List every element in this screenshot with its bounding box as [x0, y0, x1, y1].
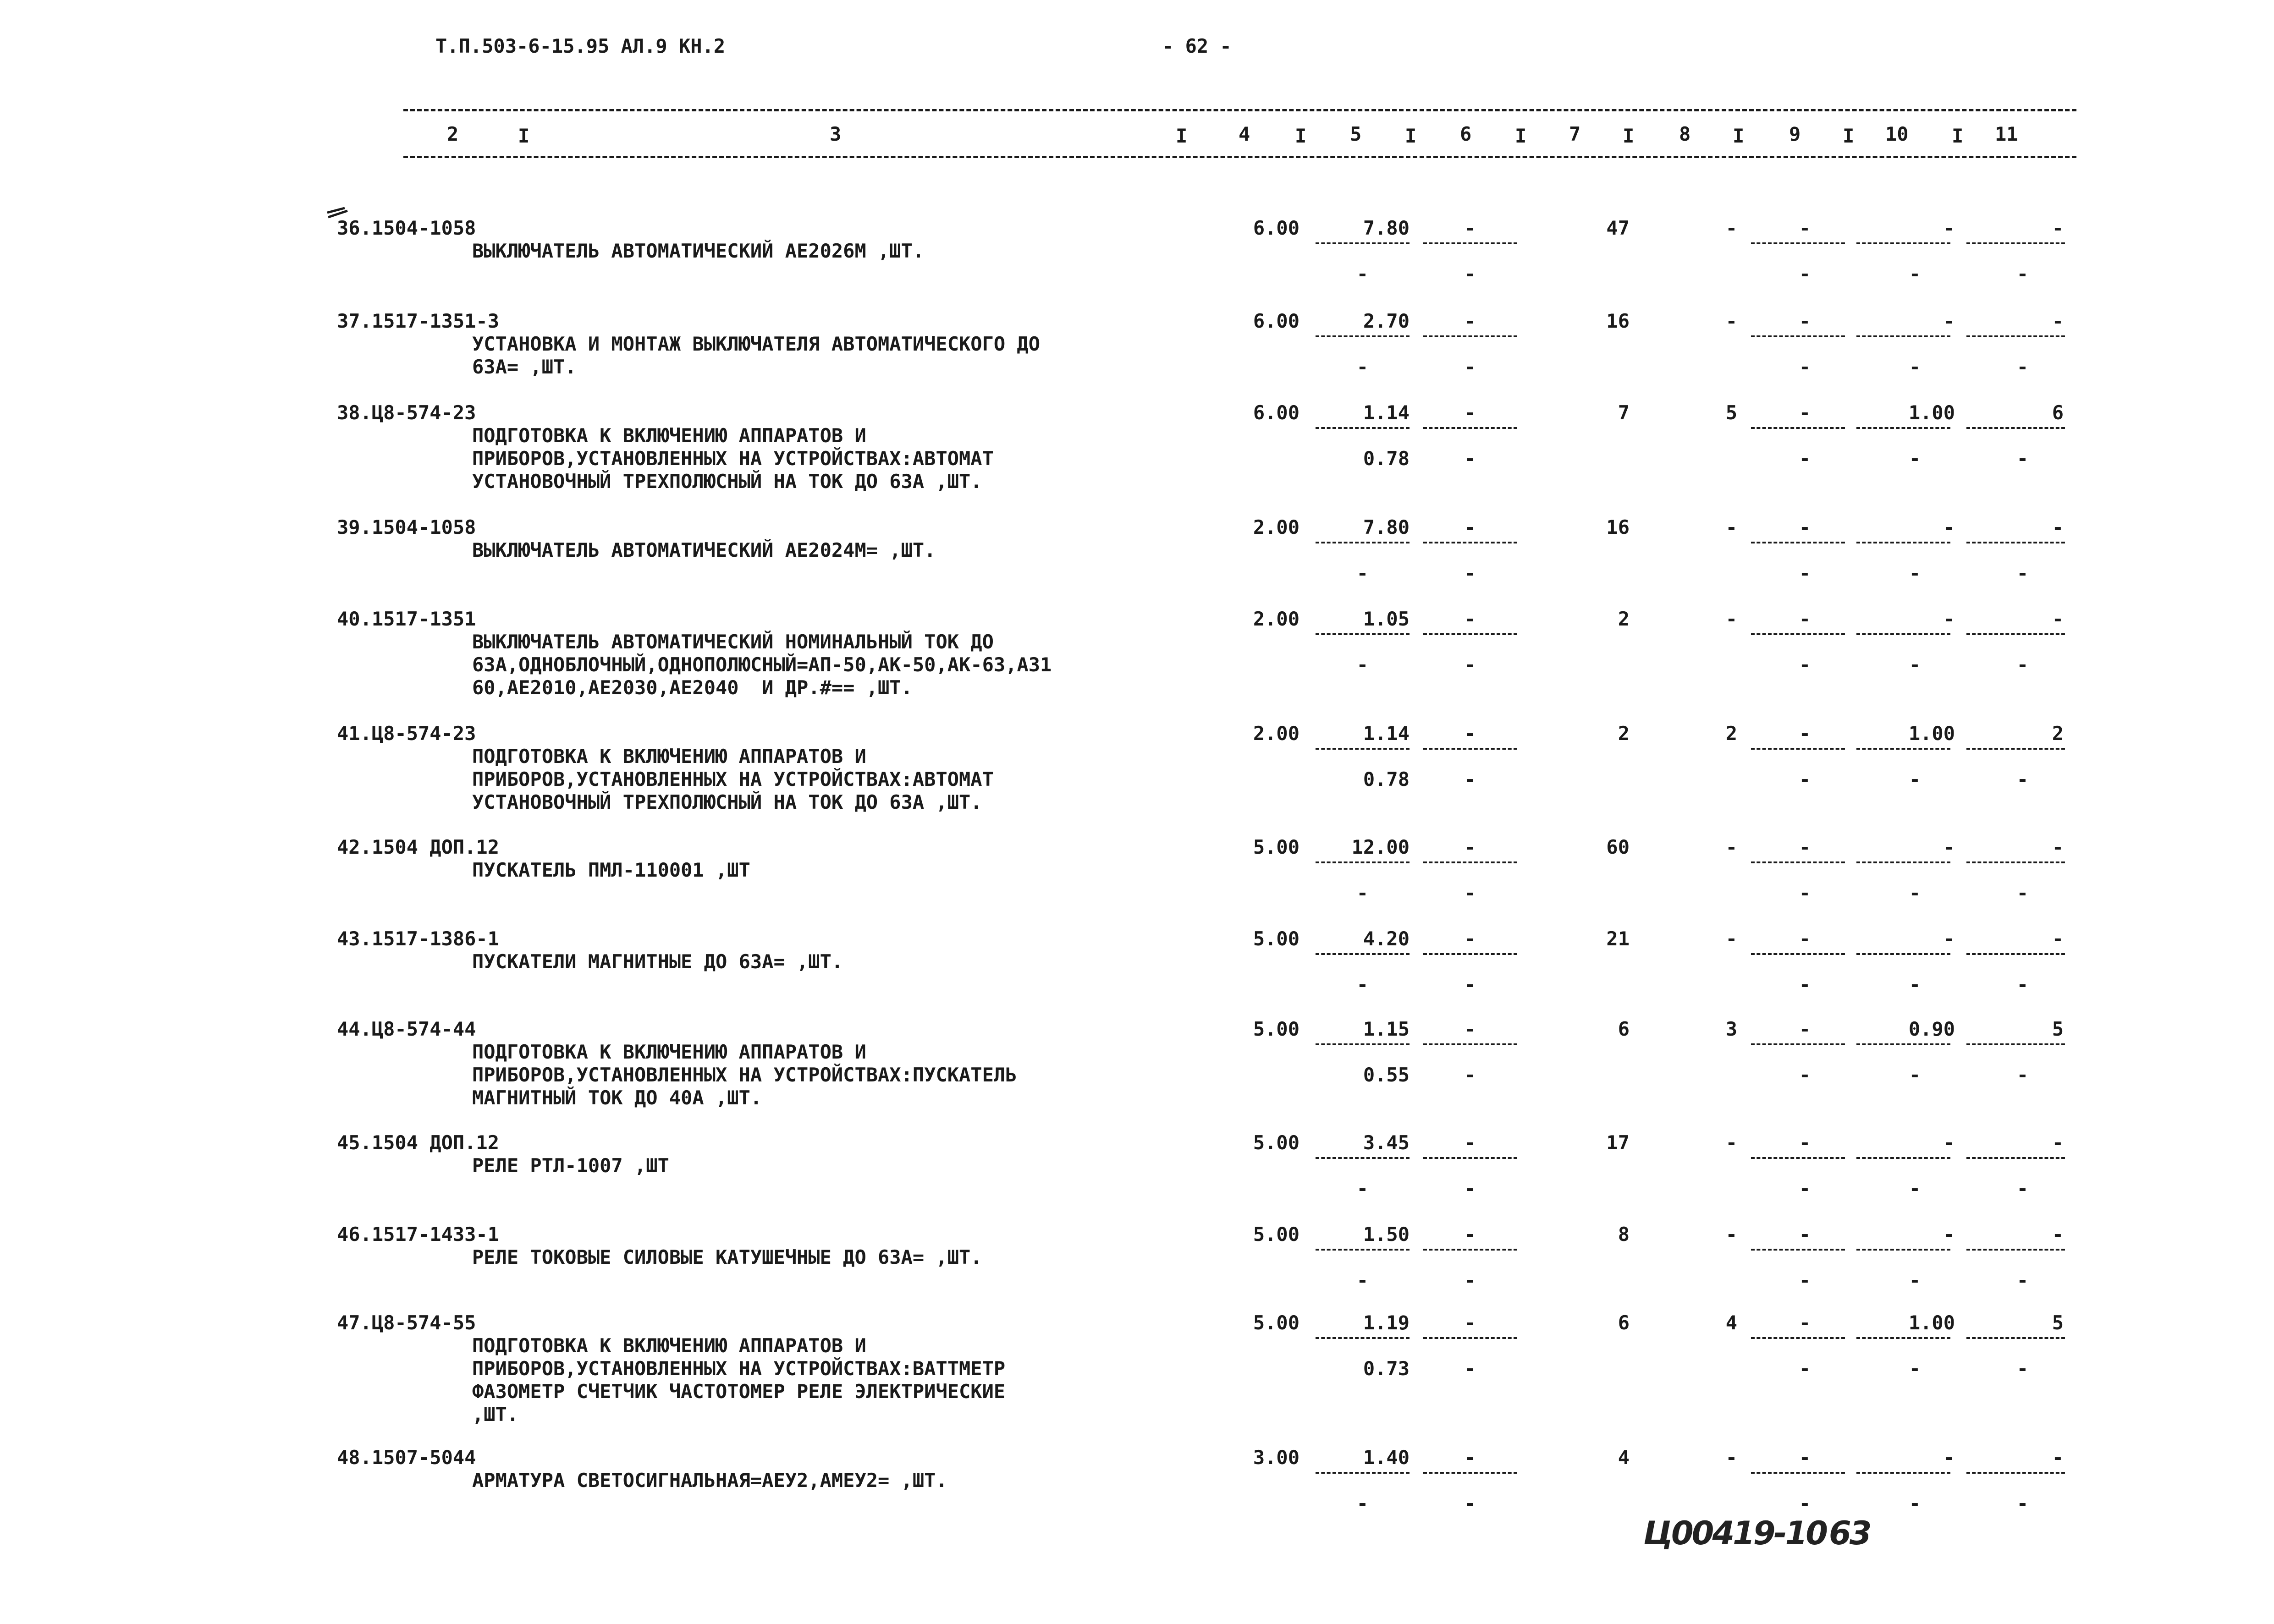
- cell-rule: [1316, 1337, 1410, 1339]
- cell-rule: [1966, 1472, 2065, 1474]
- cell-rule: [1423, 242, 1517, 244]
- column-header-9: 9: [1789, 123, 1801, 145]
- row-description-line: ПОДГОТОВКА К ВКЛЮЧЕНИЮ АППАРАТОВ И: [472, 424, 866, 447]
- cell-rule: [1966, 633, 2065, 635]
- cell-col-11-sub: -: [2016, 447, 2028, 470]
- cell-col-5-sub: -: [1356, 882, 1368, 904]
- cell-col-10: -: [1943, 1223, 1955, 1245]
- archive-stamp-code: Ц00419-10: [1643, 1514, 1826, 1552]
- cell-rule: [1966, 1249, 2065, 1251]
- cell-rule: [1316, 953, 1410, 955]
- row-code: 41.Ц8-574-23: [337, 722, 476, 745]
- cell-col-7: 60: [1606, 836, 1630, 858]
- cell-col-5-sub: -: [1356, 1177, 1368, 1200]
- row-code: 43.1517-1386-1: [337, 927, 500, 950]
- cell-col-8: -: [1725, 310, 1737, 332]
- cell-col-10: 1.00: [1908, 722, 1955, 745]
- row-description-line: ПУСКАТЕЛИ МАГНИТНЫЕ ДО 63А= ,ШТ.: [472, 950, 843, 973]
- cell-rule: [1966, 542, 2065, 543]
- cell-col-6-sub: -: [1464, 356, 1476, 378]
- cell-col-11: -: [2052, 516, 2064, 538]
- row-description-line: ВЫКЛЮЧАТЕЛЬ АВТОМАТИЧЕСКИЙ АЕ2026М ,ШТ.: [472, 240, 925, 262]
- cell-col-8: 3: [1725, 1018, 1737, 1040]
- cell-col-9-sub: -: [1799, 1492, 1811, 1514]
- row-description-line: УСТАНОВОЧНЫЙ ТРЕХПОЛЮСНЫЙ НА ТОК ДО 63А ,ШТ.: [472, 791, 982, 813]
- column-separator: I: [1405, 125, 1417, 147]
- cell-rule: [1751, 1337, 1845, 1339]
- cell-rule: [1966, 953, 2065, 955]
- cell-col-6-sub: -: [1464, 447, 1476, 470]
- column-header-10: 10: [1885, 123, 1909, 145]
- row-code: 40.1517-1351: [337, 608, 476, 630]
- cell-col-6: -: [1464, 608, 1476, 630]
- column-separator: I: [518, 125, 530, 147]
- row-code: 45.1504 ДОП.12: [337, 1131, 500, 1154]
- cell-rule: [1751, 633, 1845, 635]
- cell-col-8: -: [1725, 516, 1737, 538]
- cell-rule: [1751, 861, 1845, 863]
- row-description-line: 60,АЕ2010,АЕ2030,АЕ2040 И ДР.#== ,ШТ.: [472, 676, 913, 699]
- cell-rule: [1423, 633, 1517, 635]
- cell-col-11: -: [2052, 1223, 2064, 1245]
- cell-quantity: 5.00: [1253, 1018, 1299, 1040]
- cell-col-5-sub: -: [1356, 356, 1368, 378]
- cell-col-10: -: [1943, 1446, 1955, 1469]
- cell-rule: [1751, 1043, 1845, 1045]
- cell-col-8: -: [1725, 217, 1737, 239]
- cell-col-5: 1.14: [1363, 401, 1410, 424]
- cell-col-5-sub: -: [1356, 562, 1368, 584]
- cell-col-11: -: [2052, 608, 2064, 630]
- cell-col-10: -: [1943, 217, 1955, 239]
- cell-rule: [1856, 1337, 1950, 1339]
- column-header-5: 5: [1350, 123, 1362, 145]
- cell-col-5: 12.00: [1351, 836, 1410, 858]
- cell-col-11-sub: -: [2016, 1064, 2028, 1086]
- cell-quantity: 5.00: [1253, 1223, 1299, 1245]
- cell-col-11-sub: -: [2016, 653, 2028, 676]
- cell-col-9: -: [1799, 1131, 1811, 1154]
- cell-col-6: -: [1464, 516, 1476, 538]
- cell-rule: [1316, 242, 1410, 244]
- cell-rule: [1423, 1157, 1517, 1159]
- row-code: 39.1504-1058: [337, 516, 476, 538]
- cell-col-8: -: [1725, 1131, 1737, 1154]
- row-description-line: РЕЛЕ ТОКОВЫЕ СИЛОВЫЕ КАТУШЕЧНЫЕ ДО 63А= ,ШТ.: [472, 1246, 982, 1268]
- cell-rule: [1423, 335, 1517, 337]
- cell-col-5: 1.15: [1363, 1018, 1410, 1040]
- cell-rule: [1751, 427, 1845, 429]
- cell-col-7: 2: [1618, 608, 1630, 630]
- cell-col-7: 16: [1606, 516, 1630, 538]
- cell-col-6: -: [1464, 927, 1476, 950]
- cell-col-5-sub: 0.78: [1363, 768, 1410, 790]
- row-description-line: 63А,ОДНОБЛОЧНЫЙ,ОДНОПОЛЮСНЫЙ=АП-50,АК-50,АК-63,А31: [472, 653, 1052, 676]
- cell-rule: [1856, 861, 1950, 863]
- cell-col-10: -: [1943, 836, 1955, 858]
- cell-rule: [1316, 748, 1410, 750]
- cell-col-9: -: [1799, 722, 1811, 745]
- cell-rule: [1751, 1157, 1845, 1159]
- cell-col-6: -: [1464, 836, 1476, 858]
- cell-rule: [1856, 1249, 1950, 1251]
- cell-rule: [1856, 953, 1950, 955]
- cell-col-8: 4: [1725, 1311, 1737, 1334]
- cell-col-10-sub: -: [1909, 1269, 1921, 1291]
- row-code: 47.Ц8-574-55: [337, 1311, 476, 1334]
- table-header-bottom-rule: [403, 156, 2076, 158]
- cell-col-9: -: [1799, 1223, 1811, 1245]
- cell-quantity: 5.00: [1253, 1131, 1299, 1154]
- cell-col-9-sub: -: [1799, 1357, 1811, 1380]
- column-header-2: 2: [447, 123, 459, 145]
- cell-col-11-sub: -: [2016, 1269, 2028, 1291]
- cell-rule: [1856, 427, 1950, 429]
- cell-col-6: -: [1464, 310, 1476, 332]
- cell-col-6-sub: -: [1464, 1269, 1476, 1291]
- cell-col-5: 2.70: [1363, 310, 1410, 332]
- cell-col-10-sub: -: [1909, 562, 1921, 584]
- cell-col-10-sub: -: [1909, 356, 1921, 378]
- cell-rule: [1751, 542, 1845, 543]
- cell-col-10: -: [1943, 608, 1955, 630]
- cell-rule: [1966, 1043, 2065, 1045]
- cell-col-9-sub: -: [1799, 653, 1811, 676]
- cell-col-6: -: [1464, 1311, 1476, 1334]
- cell-col-11: 5: [2052, 1311, 2064, 1334]
- cell-col-11-sub: -: [2016, 356, 2028, 378]
- cell-col-9-sub: -: [1799, 768, 1811, 790]
- cell-rule: [1423, 427, 1517, 429]
- cell-col-7: 2: [1618, 722, 1630, 745]
- cell-col-10: -: [1943, 516, 1955, 538]
- cell-col-9-sub: -: [1799, 1064, 1811, 1086]
- cell-col-9: -: [1799, 516, 1811, 538]
- row-description-line: 63А= ,ШТ.: [472, 356, 577, 378]
- cell-col-5-sub: 0.55: [1363, 1064, 1410, 1086]
- cell-col-9: -: [1799, 927, 1811, 950]
- cell-col-11: -: [2052, 836, 2064, 858]
- cell-rule: [1966, 1157, 2065, 1159]
- cell-rule: [1966, 748, 2065, 750]
- cell-col-11-sub: -: [2016, 1177, 2028, 1200]
- cell-quantity: 6.00: [1253, 217, 1299, 239]
- cell-rule: [1316, 1249, 1410, 1251]
- cell-col-6-sub: -: [1464, 1492, 1476, 1514]
- column-separator: I: [1623, 125, 1635, 147]
- cell-col-7: 16: [1606, 310, 1630, 332]
- cell-col-9: -: [1799, 1018, 1811, 1040]
- cell-col-9: -: [1799, 217, 1811, 239]
- row-description-line: ПРИБОРОВ,УСТАНОВЛЕННЫХ НА УСТРОЙСТВАХ:АВТОМАТ: [472, 447, 994, 470]
- cell-rule: [1423, 748, 1517, 750]
- cell-quantity: 3.00: [1253, 1446, 1299, 1469]
- cell-col-5: 1.50: [1363, 1223, 1410, 1245]
- cell-col-9-sub: -: [1799, 263, 1811, 285]
- cell-col-9-sub: -: [1799, 973, 1811, 996]
- column-separator: I: [1733, 125, 1745, 147]
- cell-col-11: -: [2052, 1446, 2064, 1469]
- cell-rule: [1856, 542, 1950, 543]
- row-description-line: ПОДГОТОВКА К ВКЛЮЧЕНИЮ АППАРАТОВ И: [472, 1041, 866, 1063]
- row-description-line: ПРИБОРОВ,УСТАНОВЛЕННЫХ НА УСТРОЙСТВАХ:ПУСКАТЕЛЬ: [472, 1064, 1017, 1086]
- cell-rule: [1423, 542, 1517, 543]
- cell-rule: [1423, 1043, 1517, 1045]
- cell-col-5: 7.80: [1363, 217, 1410, 239]
- cell-rule: [1856, 242, 1950, 244]
- row-code: 42.1504 ДОП.12: [337, 836, 500, 858]
- row-description-line: УСТАНОВОЧНЫЙ ТРЕХПОЛЮСНЫЙ НА ТОК ДО 63А ,ШТ.: [472, 470, 982, 493]
- document-reference: Т.П.503-6-15.95 АЛ.9 КН.2: [435, 35, 726, 57]
- page-number: - 62 -: [1162, 35, 1232, 57]
- cell-rule: [1751, 748, 1845, 750]
- cell-rule: [1316, 542, 1410, 543]
- cell-quantity: 5.00: [1253, 1311, 1299, 1334]
- cell-col-7: 21: [1606, 927, 1630, 950]
- cell-col-9-sub: -: [1799, 447, 1811, 470]
- cell-col-6-sub: -: [1464, 973, 1476, 996]
- row-description-line: ПОДГОТОВКА К ВКЛЮЧЕНИЮ АППАРАТОВ И: [472, 1334, 866, 1357]
- row-description-line: ПРИБОРОВ,УСТАНОВЛЕННЫХ НА УСТРОЙСТВАХ:АВТОМАТ: [472, 768, 994, 790]
- cell-rule: [1966, 335, 2065, 337]
- cell-col-5-sub: -: [1356, 973, 1368, 996]
- cell-col-6: -: [1464, 401, 1476, 424]
- cell-col-8: -: [1725, 1446, 1737, 1469]
- cell-rule: [1316, 861, 1410, 863]
- cell-quantity: 2.00: [1253, 516, 1299, 538]
- cell-col-7: 17: [1606, 1131, 1630, 1154]
- cell-col-9-sub: -: [1799, 562, 1811, 584]
- column-header-7: 7: [1569, 123, 1581, 145]
- cell-col-6: -: [1464, 1223, 1476, 1245]
- cell-rule: [1751, 953, 1845, 955]
- column-header-3: 3: [830, 123, 842, 145]
- cell-rule: [1856, 1157, 1950, 1159]
- cell-quantity: 6.00: [1253, 401, 1299, 424]
- cell-col-9: -: [1799, 1446, 1811, 1469]
- cell-col-5-sub: -: [1356, 1492, 1368, 1514]
- cell-col-6: -: [1464, 722, 1476, 745]
- cell-quantity: 6.00: [1253, 310, 1299, 332]
- cell-col-10-sub: -: [1909, 653, 1921, 676]
- cell-col-11: -: [2052, 1131, 2064, 1154]
- row-description-line: АРМАТУРА СВЕТОСИГНАЛЬНАЯ=АЕУ2,АМЕУ2= ,ШТ.: [472, 1469, 947, 1492]
- cell-rule: [1423, 953, 1517, 955]
- cell-rule: [1856, 1043, 1950, 1045]
- cell-col-6-sub: -: [1464, 263, 1476, 285]
- cell-quantity: 2.00: [1253, 722, 1299, 745]
- cell-rule: [1423, 1472, 1517, 1474]
- cell-col-5-sub: -: [1356, 653, 1368, 676]
- cell-rule: [1751, 335, 1845, 337]
- cell-col-8: 2: [1725, 722, 1737, 745]
- cell-col-5: 1.14: [1363, 722, 1410, 745]
- cell-col-9: -: [1799, 310, 1811, 332]
- cell-col-5-sub: -: [1356, 263, 1368, 285]
- row-code: 36.1504-1058: [337, 217, 476, 239]
- row-description-line: ,ШТ.: [472, 1403, 519, 1426]
- column-header-11: 11: [1995, 123, 2018, 145]
- cell-rule: [1316, 1157, 1410, 1159]
- row-code: 37.1517-1351-3: [337, 310, 500, 332]
- column-separator: I: [1952, 125, 1964, 147]
- cell-col-6-sub: -: [1464, 1177, 1476, 1200]
- cell-col-6-sub: -: [1464, 1064, 1476, 1086]
- cell-col-5: 1.19: [1363, 1311, 1410, 1334]
- cell-rule: [1751, 242, 1845, 244]
- cell-rule: [1751, 1249, 1845, 1251]
- row-description-line: ФАЗОМЕТР СЧЕТЧИК ЧАСТОТОМЕР РЕЛЕ ЭЛЕКТРИЧЕСКИЕ: [472, 1380, 1006, 1403]
- cell-col-10: -: [1943, 927, 1955, 950]
- table-header-top-rule: [403, 109, 2076, 111]
- row-description-line: ПОДГОТОВКА К ВКЛЮЧЕНИЮ АППАРАТОВ И: [472, 745, 866, 768]
- cell-col-9: -: [1799, 836, 1811, 858]
- cell-quantity: 2.00: [1253, 608, 1299, 630]
- cell-col-10-sub: -: [1909, 1064, 1921, 1086]
- cell-col-7: 47: [1606, 217, 1630, 239]
- cell-col-6-sub: -: [1464, 882, 1476, 904]
- cell-col-11: 5: [2052, 1018, 2064, 1040]
- cell-col-11: 6: [2052, 401, 2064, 424]
- column-separator: I: [1843, 125, 1855, 147]
- cell-col-11-sub: -: [2016, 882, 2028, 904]
- cell-rule: [1966, 427, 2065, 429]
- cell-col-9-sub: -: [1799, 882, 1811, 904]
- column-header-8: 8: [1679, 123, 1691, 145]
- cell-col-7: 8: [1618, 1223, 1630, 1245]
- cell-col-8: -: [1725, 1223, 1737, 1245]
- row-code: 46.1517-1433-1: [337, 1223, 500, 1245]
- cell-col-5-sub: 0.73: [1363, 1357, 1410, 1380]
- cell-col-6-sub: -: [1464, 768, 1476, 790]
- cell-col-10-sub: -: [1909, 447, 1921, 470]
- cell-col-10: 0.90: [1908, 1018, 1955, 1040]
- row-code: 44.Ц8-574-44: [337, 1018, 476, 1040]
- row-description-line: ВЫКЛЮЧАТЕЛЬ АВТОМАТИЧЕСКИЙ НОМИНАЛЬНЫЙ ТОК ДО: [472, 631, 994, 653]
- cell-col-10-sub: -: [1909, 1177, 1921, 1200]
- cell-col-5-sub: -: [1356, 1269, 1368, 1291]
- cell-col-8: -: [1725, 836, 1737, 858]
- row-description-line: ВЫКЛЮЧАТЕЛЬ АВТОМАТИЧЕСКИЙ АЕ2024М= ,ШТ.: [472, 539, 936, 561]
- cell-rule: [1856, 335, 1950, 337]
- cell-col-5: 4.20: [1363, 927, 1410, 950]
- cell-col-5: 1.05: [1363, 608, 1410, 630]
- cell-col-6: -: [1464, 217, 1476, 239]
- cell-col-6-sub: -: [1464, 562, 1476, 584]
- cell-rule: [1966, 242, 2065, 244]
- cell-col-5: 7.80: [1363, 516, 1410, 538]
- cell-col-9: -: [1799, 608, 1811, 630]
- cell-col-5: 3.45: [1363, 1131, 1410, 1154]
- cell-rule: [1423, 1337, 1517, 1339]
- cell-col-8: -: [1725, 608, 1737, 630]
- cell-col-11: -: [2052, 927, 2064, 950]
- cell-col-8: -: [1725, 927, 1737, 950]
- archive-stamp-sheet: 63: [1829, 1514, 1870, 1552]
- cell-col-7: 7: [1618, 401, 1630, 424]
- cell-quantity: 5.00: [1253, 927, 1299, 950]
- column-separator: I: [1176, 125, 1188, 147]
- row-code: 38.Ц8-574-23: [337, 401, 476, 424]
- cell-col-10-sub: -: [1909, 882, 1921, 904]
- row-description-line: ПУСКАТЕЛЬ ПМЛ-110001 ,ШТ: [472, 859, 750, 881]
- cell-col-10-sub: -: [1909, 1357, 1921, 1380]
- cell-col-11: -: [2052, 217, 2064, 239]
- cell-col-5: 1.40: [1363, 1446, 1410, 1469]
- cell-col-8: 5: [1725, 401, 1737, 424]
- cell-col-10-sub: -: [1909, 973, 1921, 996]
- cell-col-9-sub: -: [1799, 356, 1811, 378]
- cell-rule: [1423, 1249, 1517, 1251]
- row-code: 48.1507-5044: [337, 1446, 476, 1469]
- cell-col-11-sub: -: [2016, 263, 2028, 285]
- row-description-line: РЕЛЕ РТЛ-1007 ,ШТ: [472, 1154, 669, 1177]
- column-header-6: 6: [1460, 123, 1472, 145]
- cell-col-6: -: [1464, 1131, 1476, 1154]
- cell-col-10: 1.00: [1908, 1311, 1955, 1334]
- cell-col-11-sub: -: [2016, 1357, 2028, 1380]
- column-header-4: 4: [1239, 123, 1250, 145]
- cell-rule: [1316, 1043, 1410, 1045]
- cell-rule: [1856, 633, 1950, 635]
- cell-quantity: 5.00: [1253, 836, 1299, 858]
- row-description-line: МАГНИТНЫЙ ТОК ДО 40А ,ШТ.: [472, 1086, 762, 1109]
- row-description-line: УСТАНОВКА И МОНТАЖ ВЫКЛЮЧАТЕЛЯ АВТОМАТИЧЕСКОГО ДО: [472, 333, 1041, 355]
- cell-rule: [1316, 1472, 1410, 1474]
- cell-col-10-sub: -: [1909, 768, 1921, 790]
- cell-col-9: -: [1799, 1311, 1811, 1334]
- cell-col-7: 6: [1618, 1311, 1630, 1334]
- cell-col-11: -: [2052, 310, 2064, 332]
- row-description-line: ПРИБОРОВ,УСТАНОВЛЕННЫХ НА УСТРОЙСТВАХ:ВАТТМЕТР: [472, 1357, 1006, 1380]
- cell-rule: [1966, 1337, 2065, 1339]
- cell-col-6: -: [1464, 1446, 1476, 1469]
- cell-col-5-sub: 0.78: [1363, 447, 1410, 470]
- cell-col-6-sub: -: [1464, 1357, 1476, 1380]
- cell-col-11-sub: -: [2016, 768, 2028, 790]
- cell-col-10: -: [1943, 310, 1955, 332]
- cell-col-10: 1.00: [1908, 401, 1955, 424]
- cell-col-9-sub: -: [1799, 1269, 1811, 1291]
- cell-col-10-sub: -: [1909, 1492, 1921, 1514]
- cell-rule: [1856, 748, 1950, 750]
- cell-col-10-sub: -: [1909, 263, 1921, 285]
- cell-col-11-sub: -: [2016, 1492, 2028, 1514]
- cell-rule: [1316, 427, 1410, 429]
- cell-col-11: 2: [2052, 722, 2064, 745]
- column-separator: I: [1295, 125, 1307, 147]
- cell-col-9-sub: -: [1799, 1177, 1811, 1200]
- column-separator: I: [1515, 125, 1527, 147]
- cell-col-11-sub: -: [2016, 973, 2028, 996]
- cell-col-11-sub: -: [2016, 562, 2028, 584]
- cell-col-10: -: [1943, 1131, 1955, 1154]
- cell-col-9: -: [1799, 401, 1811, 424]
- cell-rule: [1751, 1472, 1845, 1474]
- cell-col-6-sub: -: [1464, 653, 1476, 676]
- cell-rule: [1856, 1472, 1950, 1474]
- cell-col-7: 4: [1618, 1446, 1630, 1469]
- cell-rule: [1316, 335, 1410, 337]
- cell-col-6: -: [1464, 1018, 1476, 1040]
- cell-rule: [1966, 861, 2065, 863]
- cell-rule: [1316, 633, 1410, 635]
- cell-col-7: 6: [1618, 1018, 1630, 1040]
- cell-rule: [1423, 861, 1517, 863]
